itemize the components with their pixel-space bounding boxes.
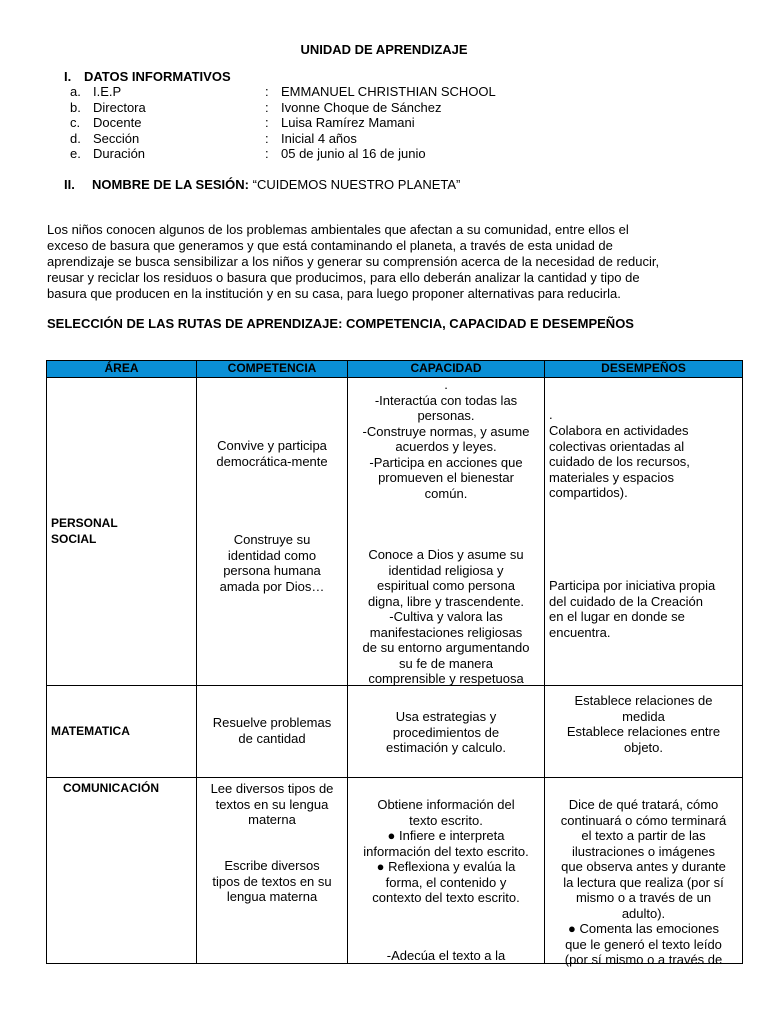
- capacidad-obtiene: [348, 797, 544, 906]
- text-line: manifestaciones religiosas: [369, 624, 523, 640]
- area-line: PERSONAL: [51, 516, 118, 530]
- text-line: cuidado de los recursos,: [549, 454, 690, 469]
- text-line: compartidos).: [549, 485, 628, 500]
- text-line: Usa estrategias y: [395, 709, 497, 724]
- area-matematica: MATEMATICA: [47, 686, 197, 778]
- info-label: Docente: [93, 115, 142, 130]
- capacidad-estrategias: [348, 709, 544, 756]
- section-heading: NOMBRE DE LA SESIÓN:: [92, 177, 249, 192]
- competencia-resuelve: [197, 715, 347, 746]
- area-line: SOCIAL: [51, 531, 97, 546]
- competencia-identidad: [197, 532, 347, 594]
- section-heading: DATOS INFORMATIVOS: [84, 69, 231, 84]
- text-line: democrática-mente: [216, 453, 328, 469]
- table-row-comunicacion: [47, 778, 743, 964]
- info-value: Ivonne Choque de Sánchez: [281, 99, 442, 115]
- text-line: tipos de textos en su: [212, 873, 332, 889]
- text-line: continuará o cómo terminará: [560, 812, 727, 828]
- text-line: Colabora en actividades: [549, 423, 689, 438]
- text-line: ilustraciones o imágenes: [571, 843, 716, 859]
- desempenos-cell: [545, 378, 743, 686]
- text-line: amada por Dios…: [219, 578, 325, 594]
- text-line: ● Comenta las emociones: [568, 921, 719, 936]
- area-personal-social: [47, 378, 197, 686]
- area-comunicacion-cell: [47, 778, 197, 964]
- text-line: forma, el contenido y: [385, 874, 507, 890]
- competencia-lee: [197, 781, 347, 828]
- document-title: UNIDAD DE APRENDIZAJE: [300, 42, 468, 57]
- text-line: textos en su lengua: [215, 796, 329, 812]
- desempeno-participa: [545, 578, 742, 640]
- text-line: medida: [622, 708, 665, 724]
- paragraph-line: basura que producen en la institución y en su casa, para luego proponer alternativas para reducirla.: [47, 286, 621, 301]
- text-line: mismo o a través de un: [575, 890, 712, 905]
- text-line: texto escrito.: [409, 812, 483, 828]
- text-line: Convive y participa: [217, 438, 327, 453]
- table-row-matematica: [47, 686, 743, 778]
- text-line: del cuidado de la Creación: [549, 593, 703, 609]
- area-comunicacion: COMUNICACIÓN: [63, 781, 159, 795]
- session-name: “CUIDEMOS NUESTRO PLANETA”: [252, 177, 461, 192]
- text-line: ● Infiere e interpreta: [387, 828, 505, 843]
- text-line: -Participa en acciones que: [369, 454, 523, 470]
- text-line: adulto).: [621, 905, 666, 921]
- info-value: Inicial 4 años: [281, 130, 357, 146]
- text-line: que le generó el texto leído: [565, 936, 722, 952]
- desempeno-relaciones: [545, 693, 742, 755]
- header-capacidad: CAPACIDAD: [348, 361, 545, 378]
- text-line: personas.: [417, 408, 475, 423]
- header-desempenos: DESEMPEÑOS: [545, 361, 743, 378]
- text-line: de cantidad: [238, 730, 306, 746]
- text-line: su fe de manera: [399, 655, 493, 671]
- info-letter: a.: [70, 84, 81, 99]
- text-line: contexto del texto escrito.: [372, 890, 520, 905]
- info-letter: e.: [70, 146, 81, 161]
- text-line: -Cultiva y valora las: [389, 609, 503, 624]
- text-line: Establece relaciones entre: [566, 724, 721, 739]
- info-value: EMMANUEL CHRISTHIAN SCHOOL: [281, 84, 496, 99]
- capacidad-identidad: [348, 547, 544, 687]
- capacidad-cell: [348, 686, 545, 778]
- text-line: Establece relaciones de: [574, 693, 713, 708]
- text-line: Construye su: [233, 532, 311, 547]
- text-line: lengua materna: [226, 889, 318, 904]
- text-line: materna: [248, 812, 296, 827]
- competencia-convive: [197, 438, 347, 469]
- competencia-cell: [197, 686, 348, 778]
- desempeno-colabora: [545, 423, 742, 501]
- text-line: información del texto escrito.: [363, 843, 529, 859]
- section-number: I.: [64, 69, 72, 84]
- text-line: -Adecúa el texto a la: [386, 948, 506, 963]
- capacidad-convive: [348, 377, 544, 501]
- paragraph-line: aprendizaje se busca sensibilizar a los niños y generar su comprensión acerca de la necesidad de reducir,: [47, 254, 660, 269]
- text-line: comprensible y respetuosa: [368, 671, 524, 686]
- info-colon: :: [265, 99, 269, 115]
- text-line: promueven el bienestar: [378, 470, 514, 485]
- text-line: (por sí mismo o a través de: [564, 952, 723, 967]
- info-label: Directora: [93, 99, 146, 115]
- text-line: Resuelve problemas: [212, 715, 332, 730]
- text-line: digna, libre y trascendente.: [367, 593, 525, 609]
- text-line: Obtiene información del: [377, 797, 515, 812]
- table-header-row: [47, 361, 743, 378]
- section-number: II.: [64, 177, 75, 192]
- paragraph-line: Los niños conocen algunos de los problemas ambientales que afectan a su comunidad, entre ellos el: [47, 222, 629, 237]
- info-value: Luisa Ramírez Mamani: [281, 115, 415, 130]
- info-colon: :: [265, 146, 269, 161]
- text-line: que observa antes y durante: [561, 859, 726, 874]
- capacidad-cell: [348, 778, 545, 964]
- text-line: persona humana: [223, 563, 321, 578]
- text-line: Participa por iniciativa propia: [549, 578, 716, 593]
- text-line: .: [444, 377, 448, 392]
- info-letter: d.: [70, 130, 81, 146]
- competencia-cell: [197, 778, 348, 964]
- info-value: 05 de junio al 16 de junio: [281, 146, 426, 161]
- text-line: Escribe diversos: [224, 858, 320, 873]
- text-line: materiales y espacios: [549, 469, 674, 485]
- paragraph-line: reusar y reciclar los residuos o basura que producimos, para ello deberán analizar la cantidad y tipo de: [47, 270, 640, 285]
- text-line: procedimientos de: [392, 724, 500, 740]
- text-line: Conoce a Dios y asume su: [368, 547, 524, 562]
- text-line: acuerdos y leyes.: [395, 439, 497, 454]
- text-line: el texto a partir de las: [581, 828, 706, 843]
- text-line: colectivas orientadas al: [549, 438, 685, 454]
- info-label: Sección: [93, 130, 140, 146]
- text-line: estimación y calculo.: [386, 740, 506, 755]
- intro-paragraph: [47, 222, 727, 302]
- table-row-personal-social: [47, 378, 743, 686]
- info-colon: :: [265, 130, 269, 146]
- competencia-cell: [197, 378, 348, 686]
- text-line: -Interactúa con todas las: [374, 392, 518, 408]
- text-line: común.: [424, 485, 468, 501]
- text-line: encuentra.: [549, 624, 611, 640]
- info-colon: :: [265, 115, 269, 130]
- header-competencia: COMPETENCIA: [197, 361, 348, 378]
- competencia-escribe: [197, 858, 347, 905]
- text-line: -Construye normas, y asume: [362, 423, 530, 439]
- capacidad-adecua: [348, 948, 544, 964]
- section-datos-informativos: [64, 69, 231, 84]
- text-line: ● Reflexiona y evalúa la: [376, 859, 516, 874]
- text-line: Dice de qué tratará, cómo: [568, 797, 719, 812]
- text-line: espiritual como persona: [376, 578, 516, 593]
- learning-routes-table: [46, 360, 743, 967]
- rutas-heading: SELECCIÓN DE LAS RUTAS DE APRENDIZAJE: COMPETENCIA, CAPACIDAD E DESEMPEÑOS: [47, 316, 634, 331]
- text-line: en el lugar en donde se: [549, 609, 685, 624]
- text-line: identidad religiosa y: [388, 562, 504, 578]
- info-letter: b.: [70, 99, 81, 115]
- info-label: Duración: [93, 146, 146, 161]
- paragraph-line: exceso de basura que generamos y que está contaminando el planeta, a través de esta unidad de: [47, 238, 613, 253]
- section-nombre-sesion: [64, 177, 460, 192]
- desempeno-dot: .: [549, 407, 553, 422]
- desempenos-cell: [545, 686, 743, 778]
- text-line: Lee diversos tipos de: [210, 781, 334, 796]
- desempeno-dice: [545, 797, 742, 968]
- header-area: ÁREA: [47, 361, 197, 378]
- capacidad-cell: [348, 378, 545, 686]
- desempenos-cell: [545, 778, 743, 967]
- text-line: de su entorno argumentando: [362, 640, 530, 655]
- text-line: objeto.: [623, 739, 664, 755]
- info-letter: c.: [70, 115, 81, 130]
- info-colon: :: [265, 84, 269, 99]
- info-label: I.E.P: [93, 84, 122, 99]
- text-line: identidad como: [227, 547, 317, 563]
- text-line: la lectura que realiza (por sí: [563, 874, 724, 890]
